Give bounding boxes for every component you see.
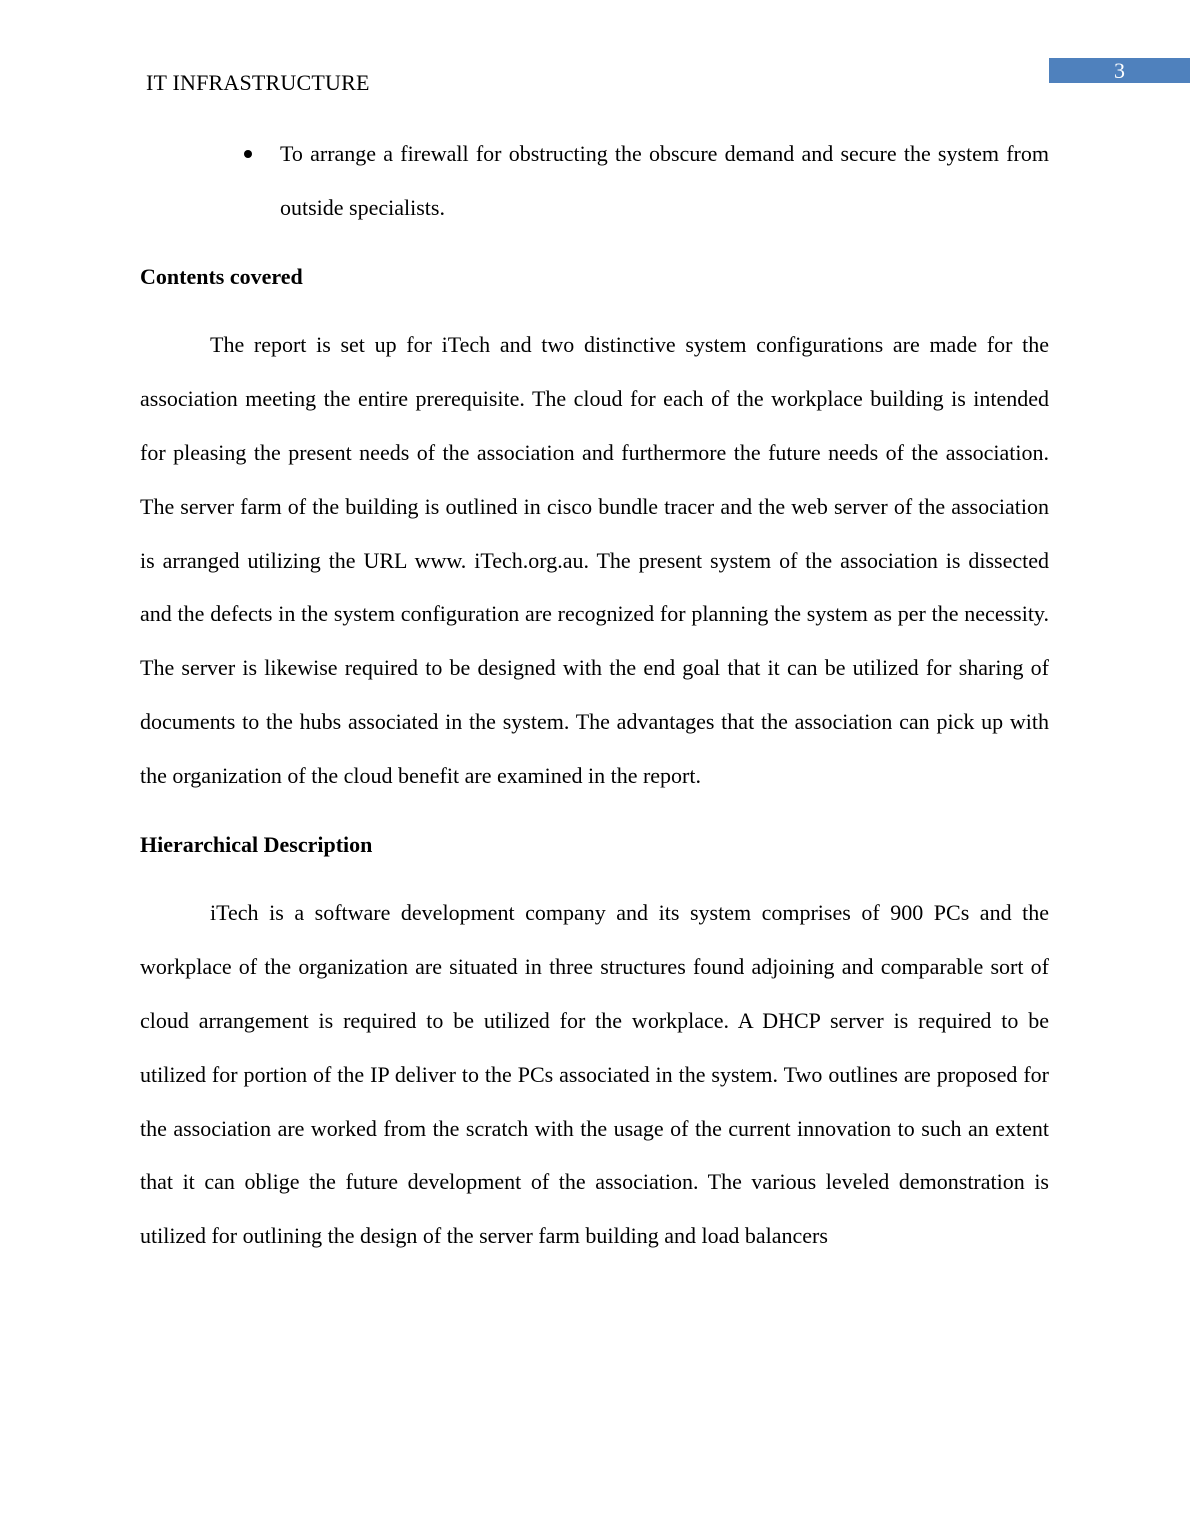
bullet-text: To arrange a firewall for obstructing the obscure demand and secure the system from outside specialists.: [280, 141, 1049, 220]
section-paragraph-contents-covered: The report is set up for iTech and two distinctive system configurations are made for the association meeting the entire prerequisite. The cloud for each of the workplace building is intended for pleasing the present needs of the association and furthermore the future needs of the association. The server farm of the building is outlined in cisco bundle tracer and the web server of the association is arranged utilizing the URL www. iTech.org.au. The present system of the association is dissected and the defects in the system configuration are recognized for planning the system as per the necessity. The server is likewise required to be designed with the end goal that it can be utilized for sharing of documents to the hubs associated in the system. The advantages that the association can pick up with the organization of the cloud benefit are examined in the report.: [140, 332, 1049, 788]
section-paragraph-hierarchical-description: iTech is a software development company and its system comprises of 900 PCs and the workplace of the organization are situated in three structures found adjoining and comparable sort of cloud arrangement is required to be utilized for the workplace. A DHCP server is required to be utilized for portion of the IP deliver to the PCs associated in the system. Two outlines are proposed for the association are worked from the scratch with the usage of the current innovation to such an extent that it can oblige the future development of the association. The various leveled demonstration is utilized for outlining the design of the server farm building and load balancers: [140, 900, 1049, 1249]
bullet-list-item: [280, 127, 1049, 235]
page-number: 3: [1114, 58, 1125, 83]
section-heading-contents-covered: Contents covered: [140, 263, 303, 289]
bullet-icon: [244, 150, 252, 158]
page-number-bar: [1049, 58, 1190, 83]
running-head-title: IT INFRASTRUCTURE: [146, 70, 370, 95]
document-body: [140, 127, 1049, 1263]
section-heading-hierarchical-description: Hierarchical Description: [140, 831, 373, 857]
